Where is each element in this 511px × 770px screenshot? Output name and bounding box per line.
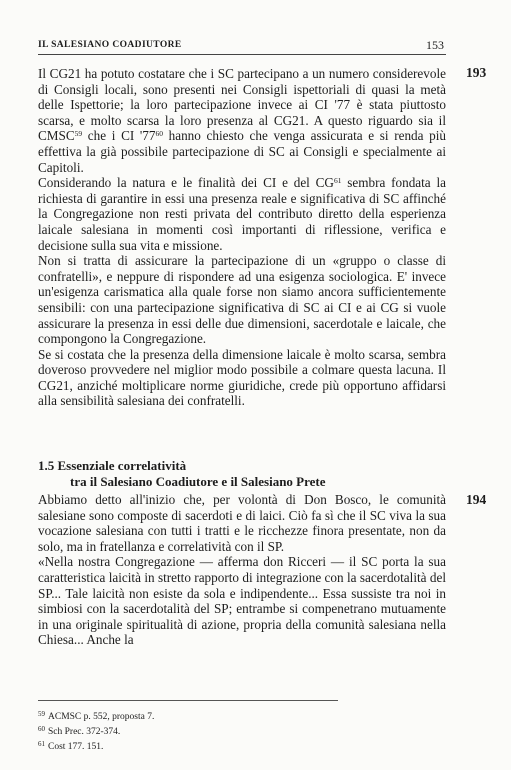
body-text-section-193 <box>38 66 446 409</box>
footnote-ref-61: 61 <box>333 176 342 186</box>
paragraph-2: Considerando la natura e le finalità dei CI e del CG$^{61}$ sembra fondata la richiesta di garantire in essi una presenza reale e significativa di SC affinché la Congregazione non resti privata del contributo diretto della esperienza laicale salesiana in momenti così importanti di riflessione, verifica e decisione sulla sua vita e missione. <box>38 175 446 253</box>
paragraph-4: Se si costata che la presenza della dimensione laicale è molto scarsa, sembra doveroso provvedere nel miglior modo possibile a colmare questa lacuna. Il CG21, anziché moltiplicare norme giuridiche, crede più opportuno affidarsi alla sensibilità salesiana dei confratelli. <box>38 346 446 409</box>
paragraph-5: Abbiamo detto all'inizio che, per volontà di Don Bosco, le comunità salesiane sono composte di sacerdoti e di laici. Ciò fa sì che il SC viva la sua vocazione salesiana con tutti i tratti e le ricchezze finora presentate, non da solo, ma in fratellanza e correlatività con il SP. <box>38 492 446 554</box>
margin-number-193: 193 <box>466 65 487 80</box>
footnote-60: $^{60}$ Sch Prec. 372-374. <box>38 724 121 737</box>
body-text-section-194 <box>38 492 446 648</box>
footnote-59: $^{59}$ ACMSC p. 552, proposta 7. <box>38 710 155 722</box>
paragraph-6: «Nella nostra Congregazione — afferma don Ricceri — il SC porta la sua caratteristica laicità in stretto rapporto di integrazione con la sacerdotalità del SP... Tale laicità non esiste da sola e indipendente... Essa sussiste tra noi in simbiosi con la sacerdotalità del SP; entrambe si compenetrano mutuamente in una originale spiritualità di azione, propria della comunità salesiana nella Chiesa... Anche la <box>38 554 446 648</box>
section-subtitle: tra il Salesiano Coadiutore e il Salesiano Prete <box>70 473 326 489</box>
page-header <box>38 38 446 55</box>
footnote-ref-59: 59 <box>74 129 83 139</box>
running-title: IL SALESIANO COADIUTORE <box>38 40 182 50</box>
paragraph-1: Il CG21 ha potuto costatare che i SC partecipano a un numero considerevole di Consigli locali, sono presenti nei Consigli ispettoriali di quasi la metà delle Ispettorie; la loro partecipazione invece ai CI '77 è stata piuttosto scarsa, e molto scarsa la loro presenza al CG21. A questo riguardo sia il CMSC$^{59}$ che i CI '77$^{60}$ hanno chiesto che venga assicurata e si renda più effettiva la già possibile partecipazione di SC ai Consigli e specialmente ai Capitoli. <box>38 66 446 175</box>
page-number: 153 <box>426 38 444 52</box>
section-heading <box>38 458 446 489</box>
margin-number-194: 194 <box>466 492 487 507</box>
footnote-ref-60: 60 <box>155 129 163 139</box>
section-title: 1.5 Essenziale correlatività <box>38 458 187 473</box>
footnotes <box>38 700 338 753</box>
paragraph-3: Non si tratta di assicurare la partecipazione di un «gruppo o classe di confratelli», e neppure di rispondere ad una esigenza sociologica. E' invece un'esigenza carismatica alla quale forse non siamo ancora sufficientemente sensibili: con una partecipazione significativa di SC ai CI e ai CG si vuole assicurare la presenza in essi delle due dimensioni, sacerdotale e laicale, che compongono la Congregazione. <box>38 253 446 347</box>
footnote-61: $^{61}$ Cost 177. 151. <box>38 739 104 752</box>
